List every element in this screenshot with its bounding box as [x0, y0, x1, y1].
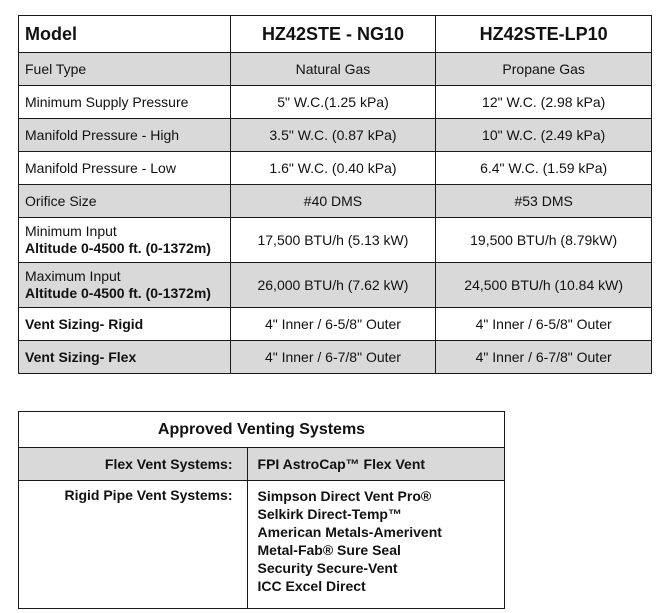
list-item: Metal-Fab® Sure Seal [257, 542, 401, 558]
table-row [19, 152, 652, 185]
ng-value: 4" Inner / 6-7/8" Outer [230, 341, 436, 374]
ng-value: #40 DMS [230, 185, 436, 218]
lp-value: 4" Inner / 6-5/8" Outer [436, 308, 652, 341]
approved-venting-table [18, 411, 505, 609]
row-label: Minimum Supply Pressure [19, 86, 231, 119]
table-row [19, 86, 652, 119]
row-label-altitude: Altitude 0-4500 ft. (0-1372m) [25, 240, 211, 256]
lp-value: 24,500 BTU/h (10.84 kW) [436, 263, 652, 308]
lp-value: 19,500 BTU/h (8.79kW) [436, 218, 652, 263]
header-model: Model [19, 16, 231, 53]
row-label: Fuel Type [19, 53, 231, 86]
list-item: ICC Excel Direct [257, 578, 366, 594]
flex-vent-value: FPI AstroCap™ Flex Vent [247, 448, 504, 481]
lp-value: 4" Inner / 6-7/8" Outer [436, 341, 652, 374]
table-row [19, 185, 652, 218]
row-label: Manifold Pressure - Low [19, 152, 231, 185]
row-label [19, 263, 231, 308]
ng-value: 17,500 BTU/h (5.13 kW) [230, 218, 436, 263]
row-label: Vent Sizing- Rigid [19, 308, 231, 341]
table-row [19, 341, 652, 374]
ng-value: 4" Inner / 6-5/8" Outer [230, 308, 436, 341]
list-item: American Metals-Amerivent [257, 524, 442, 540]
rigid-vent-list [247, 481, 504, 609]
rigid-vent-label: Rigid Pipe Vent Systems: [19, 481, 248, 609]
header-lp-model: HZ42STE-LP10 [436, 16, 652, 53]
table-row [19, 218, 652, 263]
table-row [19, 308, 652, 341]
row-label: Manifold Pressure - High [19, 119, 231, 152]
specifications-table [18, 15, 652, 374]
header-ng-model: HZ42STE - NG10 [230, 16, 436, 53]
ng-value: Natural Gas [230, 53, 436, 86]
row-label-main: Minimum Input [25, 223, 117, 239]
table-row [19, 53, 652, 86]
table-row [19, 119, 652, 152]
ng-value: 1.6" W.C. (0.40 kPa) [230, 152, 436, 185]
row-label-altitude: Altitude 0-4500 ft. (0-1372m) [25, 285, 211, 301]
ng-value: 5" W.C.(1.25 kPa) [230, 86, 436, 119]
row-label-main: Maximum Input [25, 268, 121, 284]
list-item: Security Secure-Vent [257, 560, 398, 576]
venting-title-row [19, 412, 505, 448]
lp-value: 12" W.C. (2.98 kPa) [436, 86, 652, 119]
list-item: Simpson Direct Vent Pro® [257, 488, 432, 504]
row-label: Vent Sizing- Flex [19, 341, 231, 374]
lp-value: #53 DMS [436, 185, 652, 218]
row-label [19, 218, 231, 263]
lp-value: 10" W.C. (2.49 kPa) [436, 119, 652, 152]
venting-title: Approved Venting Systems [19, 412, 505, 448]
table-row [19, 263, 652, 308]
table-header-row [19, 16, 652, 53]
lp-value: Propane Gas [436, 53, 652, 86]
list-item: Selkirk Direct-Temp™ [257, 506, 402, 522]
table-row [19, 448, 505, 481]
table-row [19, 481, 505, 609]
flex-vent-label: Flex Vent Systems: [19, 448, 248, 481]
ng-value: 3.5" W.C. (0.87 kPa) [230, 119, 436, 152]
lp-value: 6.4" W.C. (1.59 kPa) [436, 152, 652, 185]
row-label: Orifice Size [19, 185, 231, 218]
ng-value: 26,000 BTU/h (7.62 kW) [230, 263, 436, 308]
